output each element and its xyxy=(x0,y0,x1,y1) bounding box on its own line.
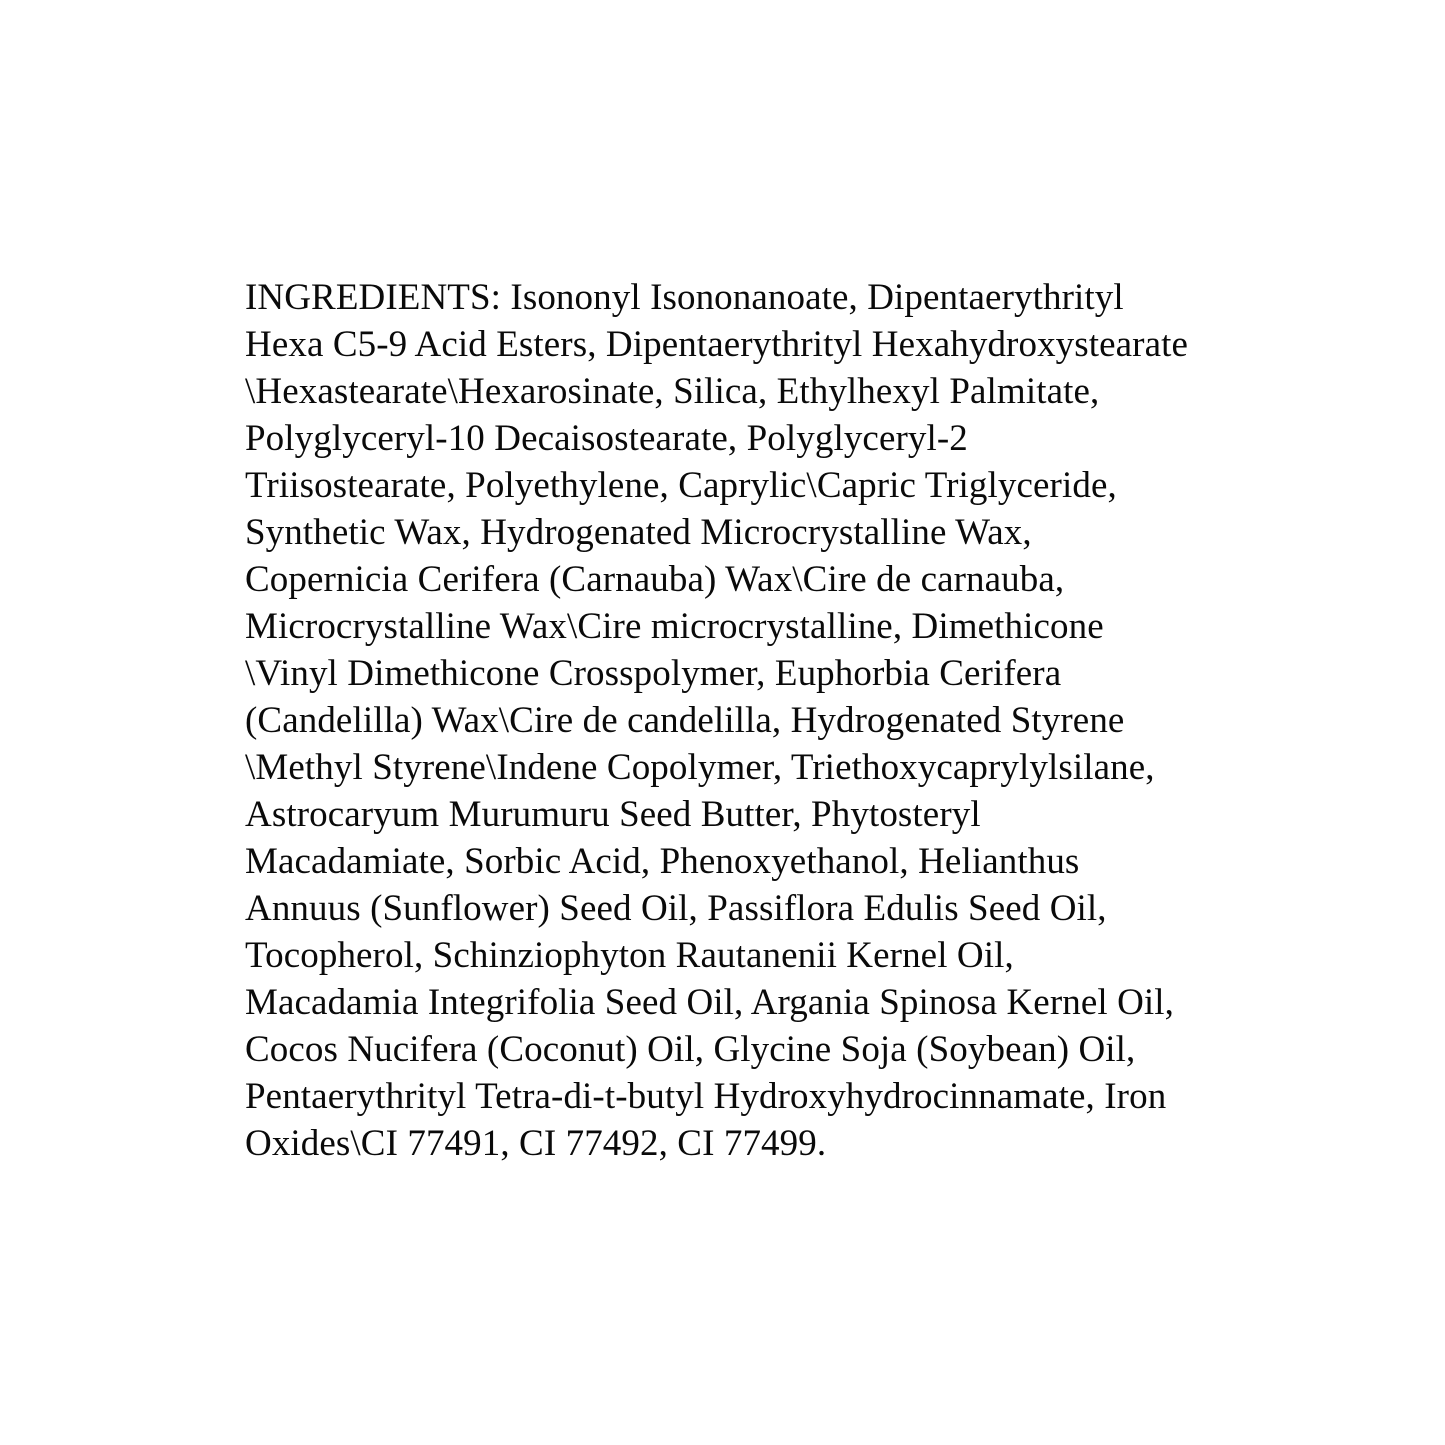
ingredients-line: Polyglyceryl-10 Decaisostearate, Polyglyceryl-2 xyxy=(245,418,968,459)
ingredients-line: Oxides\CI 77491, CI 77492, CI 77499. xyxy=(245,1123,827,1164)
ingredients-line: INGREDIENTS: Isononyl Isononanoate, Dipentaerythrityl xyxy=(245,277,1124,318)
ingredients-line: Pentaerythrityl Tetra-di-t-butyl Hydroxyhydrocinnamate, Iron xyxy=(245,1076,1167,1117)
ingredients-text-block xyxy=(245,274,1225,1167)
ingredients-line: Microcrystalline Wax\Cire microcrystalline, Dimethicone xyxy=(245,606,1104,647)
ingredients-line: Hexa C5-9 Acid Esters, Dipentaerythrityl Hexahydroxystearate xyxy=(245,324,1189,365)
ingredients-line: Tocopherol, Schinziophyton Rautanenii Kernel Oil, xyxy=(245,935,1014,976)
ingredients-line: Annuus (Sunflower) Seed Oil, Passiflora Edulis Seed Oil, xyxy=(245,888,1107,929)
ingredients-line: Cocos Nucifera (Coconut) Oil, Glycine Soja (Soybean) Oil, xyxy=(245,1029,1136,1070)
ingredients-line: Triisostearate, Polyethylene, Caprylic\Capric Triglyceride, xyxy=(245,465,1117,506)
ingredients-line: Macadamiate, Sorbic Acid, Phenoxyethanol, Helianthus xyxy=(245,841,1080,882)
ingredients-line: Astrocaryum Murumuru Seed Butter, Phytosteryl xyxy=(245,794,981,835)
ingredients-line: (Candelilla) Wax\Cire de candelilla, Hydrogenated Styrene xyxy=(245,700,1125,741)
ingredients-line: \Methyl Styrene\Indene Copolymer, Triethoxycaprylylsilane, xyxy=(245,747,1155,788)
ingredients-line: Copernicia Cerifera (Carnauba) Wax\Cire de carnauba, xyxy=(245,559,1065,600)
ingredients-line: \Hexastearate\Hexarosinate, Silica, Ethylhexyl Palmitate, xyxy=(245,371,1100,412)
ingredients-line: Synthetic Wax, Hydrogenated Microcrystalline Wax, xyxy=(245,512,1032,553)
ingredients-line: \Vinyl Dimethicone Crosspolymer, Euphorbia Cerifera xyxy=(245,653,1062,694)
ingredients-line: Macadamia Integrifolia Seed Oil, Argania Spinosa Kernel Oil, xyxy=(245,982,1175,1023)
